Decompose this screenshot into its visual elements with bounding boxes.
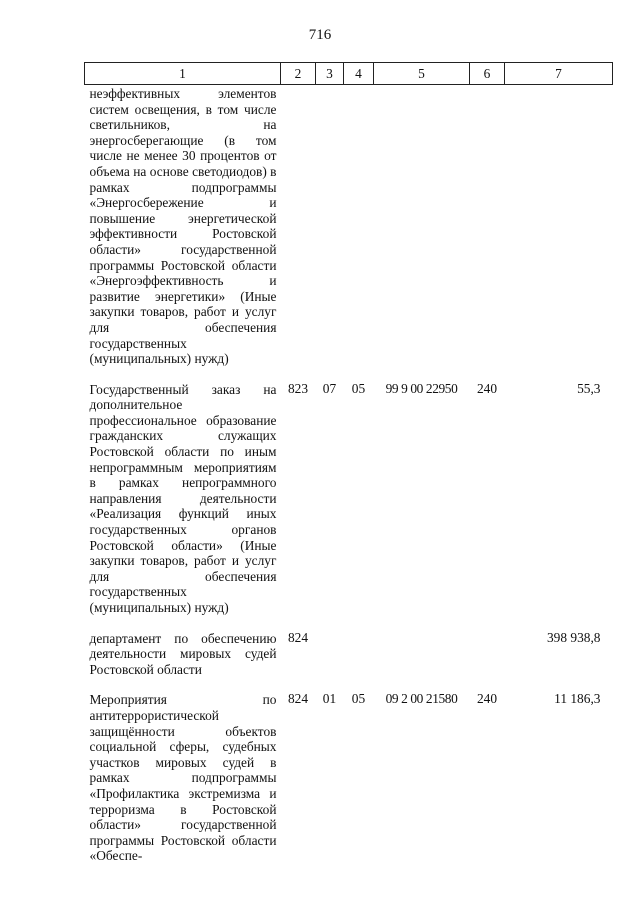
column-header: 2 <box>281 63 316 85</box>
cell-target-article: 99 9 00 22950 <box>385 380 458 396</box>
cell-target-article: 09 2 00 21580 <box>385 691 458 707</box>
page-number: 716 <box>308 27 332 43</box>
cell-amount <box>505 85 613 367</box>
row-description: департамент по обеспечению деятельности мировых судей Ростовской области <box>89 630 277 677</box>
cell-ministry-code: 823 <box>287 380 309 396</box>
cell-amount: 55,3 <box>577 380 601 396</box>
cell-subsection <box>344 85 374 367</box>
budget-table <box>84 62 613 864</box>
cell-amount: 398 938,8 <box>546 629 601 645</box>
cell-amount: 11 186,3 <box>554 691 601 707</box>
column-header: 3 <box>316 63 344 85</box>
column-header: 5 <box>374 63 470 85</box>
column-header: 7 <box>505 63 613 85</box>
table-row <box>85 630 613 678</box>
row-description: Государственный заказ на дополнительное профессиональное образование гражданских служащих Ростовской области по иным непрограммным мероприятиям в рамках непрограммного направления деятельности «Реализация функций иных государственных органов Ростовской области» (Иные закупки товаров, работ и услуг для обеспечения государственных (муниципальных) нужд) <box>89 381 277 615</box>
cell-section <box>316 630 344 678</box>
cell-target-article <box>374 85 470 367</box>
cell-ministry-code <box>281 85 316 367</box>
table-row <box>85 85 613 367</box>
row-description: Мероприятия по антитеррористической защищённости объектов социальной сферы, судебных участков мировых судей в рамках подпрограммы «Профилактика экстремизма и терроризма в Ростовской области» государственной программы Ростовской области «Обеспе- <box>89 692 277 864</box>
table-row <box>85 381 613 616</box>
cell-section <box>316 85 344 367</box>
cell-expense-type <box>470 85 505 367</box>
cell-ministry-code: 824 <box>287 691 309 707</box>
column-header: 6 <box>470 63 505 85</box>
cell-subsection: 05 <box>351 380 366 396</box>
cell-ministry-code: 824 <box>287 629 309 645</box>
cell-subsection <box>344 630 374 678</box>
table-header-row <box>85 63 613 85</box>
cell-section: 01 <box>322 691 337 707</box>
row-description: неэффективных элементов систем освещения, в том числе светильников, на энергосберегающие (в том числе не менее 30 процентов от объема на основе светодиодов) в рамках подпрограммы «Энергосбережение и повышение энергетической эффективности Ростовской области» государственной программы Ростовской области «Энергоэффективность и развитие энергетики» (Иные закупки товаров, работ и услуг для обеспечения государственных (муниципальных) нужд) <box>89 86 277 367</box>
cell-expense-type: 240 <box>476 380 498 396</box>
cell-section: 07 <box>322 380 337 396</box>
cell-expense-type: 240 <box>476 691 498 707</box>
table-row <box>85 691 613 864</box>
cell-target-article <box>374 630 470 678</box>
column-header: 1 <box>85 63 281 85</box>
cell-expense-type <box>470 630 505 678</box>
cell-subsection: 05 <box>351 691 366 707</box>
column-header: 4 <box>344 63 374 85</box>
